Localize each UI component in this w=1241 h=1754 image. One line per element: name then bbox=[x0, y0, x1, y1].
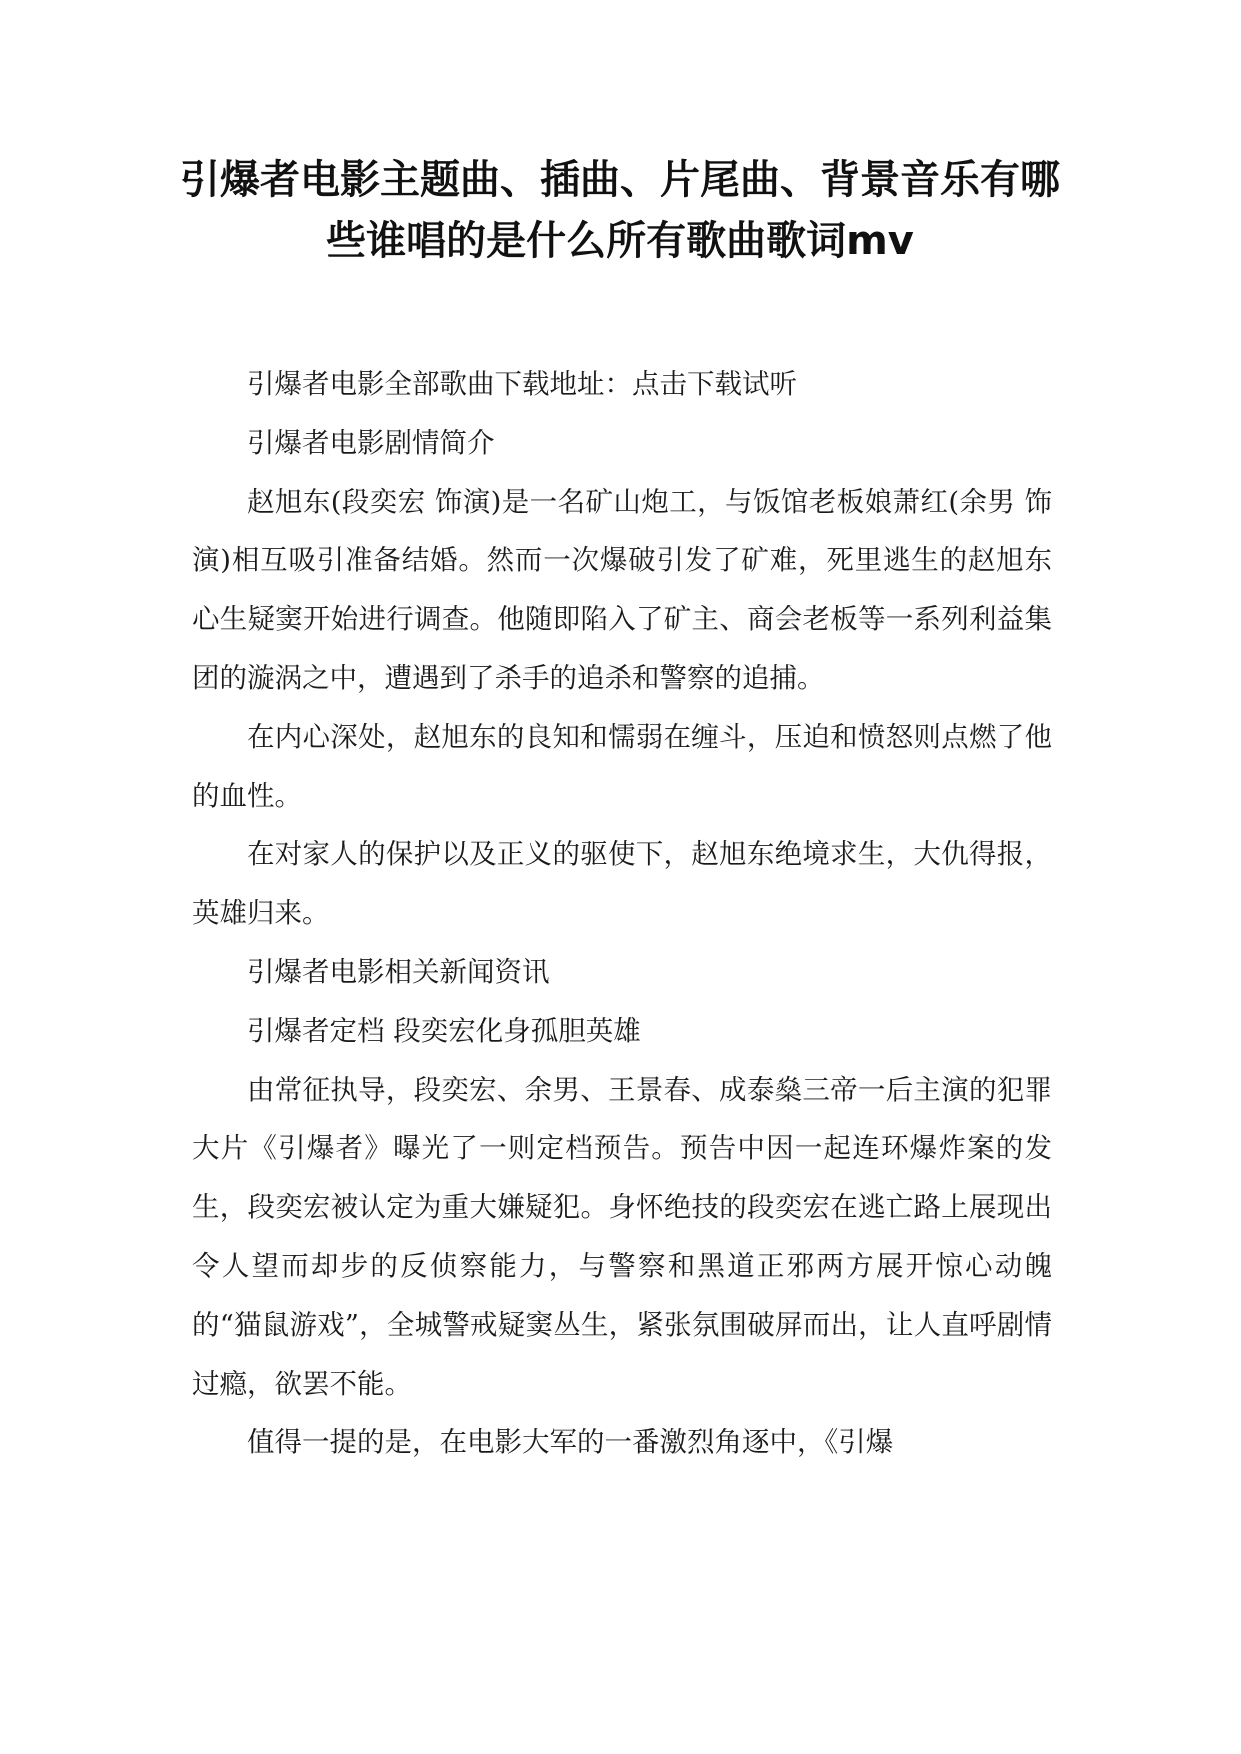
paragraph-synopsis: 赵旭东(段奕宏 饰演)是一名矿山炮工，与饭馆老板娘萧红(余男 饰演)相互吸引准备结婚。然而一次爆破引发了矿难，死里逃生的赵旭东心生疑窦开始进行调查。他随即陷入了矿主、商会老板等一系列利益集团的漩涡之中，遭遇到了杀手的追杀和警察的追捕。 bbox=[192, 485, 1052, 694]
document-title: 引爆者电影主题曲、插曲、片尾曲、背景音乐有哪些谁唱的是什么所有歌曲歌词mv bbox=[180, 157, 1060, 264]
paragraph-hero-returns: 在对家人的保护以及正义的驱使下，赵旭东绝境求生，大仇得报，英雄归来。 bbox=[192, 838, 1052, 930]
paragraph-news-body: 由常征执导，段奕宏、余男、王景春、成泰燊三帝一后主演的犯罪大片《引爆者》曝光了一则定档预告。预告中因一起连环爆炸案的发生，段奕宏被认定为重大嫌疑犯。身怀绝技的段奕宏在逃亡路上展现出令人望而却步的反侦察能力，与警察和黑道正邪两方展开惊心动魄的“猫鼠游戏”，全城警戒疑窦丛生，紧张氛围破屏而出，让人直呼剧情过瘾，欲罢不能。 bbox=[192, 1073, 1052, 1400]
paragraph-news-headline: 引爆者定档 段奕宏化身孤胆英雄 bbox=[247, 1014, 641, 1047]
paragraph-download-link: 引爆者电影全部歌曲下载地址：点击下载试听 bbox=[247, 368, 797, 400]
paragraph-heading-synopsis: 引爆者电影剧情简介 bbox=[247, 426, 495, 459]
paragraph-inner-conflict: 在内心深处，赵旭东的良知和懦弱在缠斗，压迫和愤怒则点燃了他的血性。 bbox=[192, 720, 1052, 812]
paragraph-continuation: 值得一提的是，在电影大军的一番激烈角逐中，《引爆 bbox=[247, 1426, 894, 1459]
document-body bbox=[192, 355, 1052, 1472]
paragraph-heading-news: 引爆者电影相关新闻资讯 bbox=[247, 955, 550, 988]
